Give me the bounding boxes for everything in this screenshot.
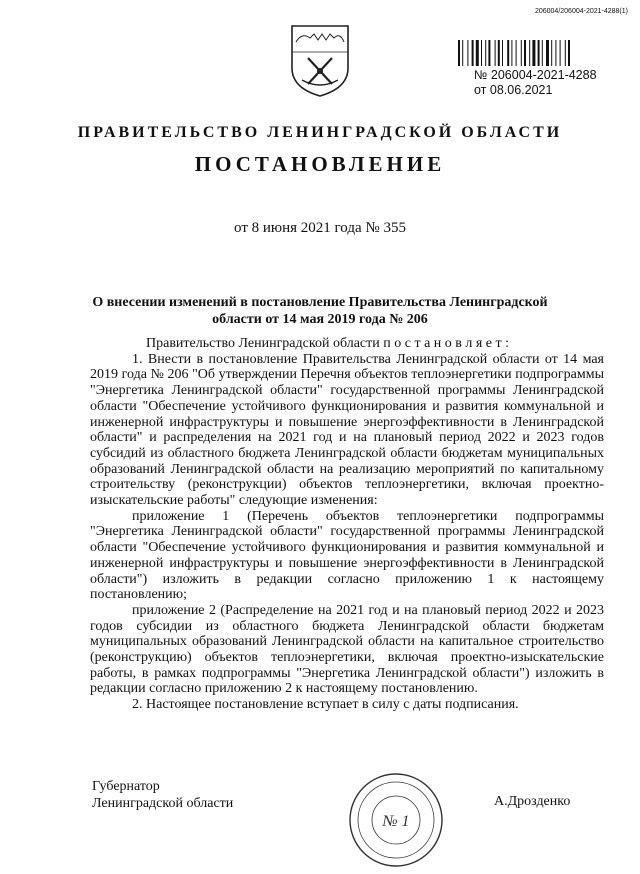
annex-2-paragraph: приложение 2 (Распределение на 2021 год и на плановый период 2022 и 2023 годов субсидии из областного бюджета Ленинградской области бюджетам муниципальных образований Ленинградской области на капитальное строительство (реконструкцию) объектов теплоэнергетики, включая проектно-изыскательские работы, в рамках подпрограммы "Энергетика Ленинградской области") изложить в редакции согласно приложению 2 к настоящему постановлению. [90, 602, 604, 697]
barcode-bar [551, 40, 552, 66]
document-subject: О внесении изменений в постановление Правительства Ленинградской области от 14 мая 2019 года № 206 [92, 295, 548, 327]
barcode-bar [458, 40, 460, 66]
barcode [458, 40, 618, 66]
registration-number: № 206004-2021-4288 [474, 68, 597, 82]
document-type: ПОСТАНОВЛЕНИЕ [194, 152, 446, 176]
barcode-bar [555, 40, 556, 66]
barcode-bar [565, 40, 566, 66]
barcode-bar [560, 40, 561, 66]
barcode-bar [521, 40, 522, 66]
barcode-bar [495, 40, 496, 66]
signatory-position [92, 778, 233, 812]
barcode-bar [507, 40, 509, 66]
document-date-number: от 8 июня 2021 года № 355 [234, 220, 406, 236]
barcode-bar [516, 40, 517, 66]
document-code: 206004/206004-2021-4288(1) [534, 8, 628, 15]
barcode-bar [532, 40, 535, 66]
signatory-name: А.Дрозденко [494, 794, 571, 809]
registration-block [474, 68, 597, 98]
item-2-paragraph: 2. Настоящее постановление вступает в силу с даты подписания. [132, 697, 519, 713]
barcode-bar [542, 40, 543, 66]
barcode-bar [462, 40, 463, 66]
annex-1-paragraph: приложение 1 (Перечень объектов теплоэнергетики подпрограммы "Энергетика Ленинградской области" государственной программы Ленинградской области "Обеспечение устойчивого функционирования и развития коммунальной и инженерной инфраструктуры и повышение энергоэффективности в Ленинградской области") изложить в редакции согласно приложению 1 к настоящему постановлению; [90, 508, 604, 603]
barcode-bar [546, 40, 549, 66]
barcode-bar [529, 40, 530, 66]
registration-date: от 08.06.2021 [474, 83, 553, 97]
barcode-bar [472, 40, 474, 66]
barcode-bar [568, 40, 570, 66]
barcode-bar [467, 40, 468, 66]
barcode-bar [538, 40, 540, 66]
document-body [90, 336, 604, 713]
barcode-bar [485, 40, 486, 66]
seal-number: № 1 [382, 813, 410, 830]
barcode-bar [476, 40, 479, 66]
barcode-bar [498, 40, 500, 66]
barcode-bar [481, 40, 482, 66]
organization-title: ПРАВИТЕЛЬСТВО ЛЕНИНГРАДСКОЙ ОБЛАСТИ [77, 124, 563, 141]
coat-of-arms-emblem [288, 22, 352, 98]
barcode-bar [502, 40, 503, 66]
signatory-position-line2: Ленинградской области [92, 796, 234, 811]
signatory-position-line1: Губернатор [92, 779, 160, 794]
barcode-bar [524, 40, 526, 66]
barcode-bar [488, 40, 490, 66]
item-1-paragraph: 1. Внести в постановление Правительства Ленинградской области от 14 мая 2019 года № 206 "Об утверждении Перечня объектов теплоэнергетики подпрограммы "Энергетика Ленинградской области" государственной программы Ленинградской области "Обеспечение устойчивого функционирования и развития коммунальной и инженерной инфраструктуры и повышение энергоэффективности в Ленинградской области" и распределения на 2021 год и на плановый период 2022 и 2023 годов субсидий из областного бюджета Ленинградской области бюджетам муниципальных образований Ленинградской области на реализацию мероприятий по капитальному строительству (реконструкции) объектов теплоэнергетики, включая проектно-изыскательские работы" следующие изменения: [90, 351, 604, 509]
official-seal [346, 770, 446, 870]
barcode-bar [511, 40, 512, 66]
intro-paragraph: Правительство Ленинградской области п о с т а н о в л я е т : [146, 336, 510, 351]
